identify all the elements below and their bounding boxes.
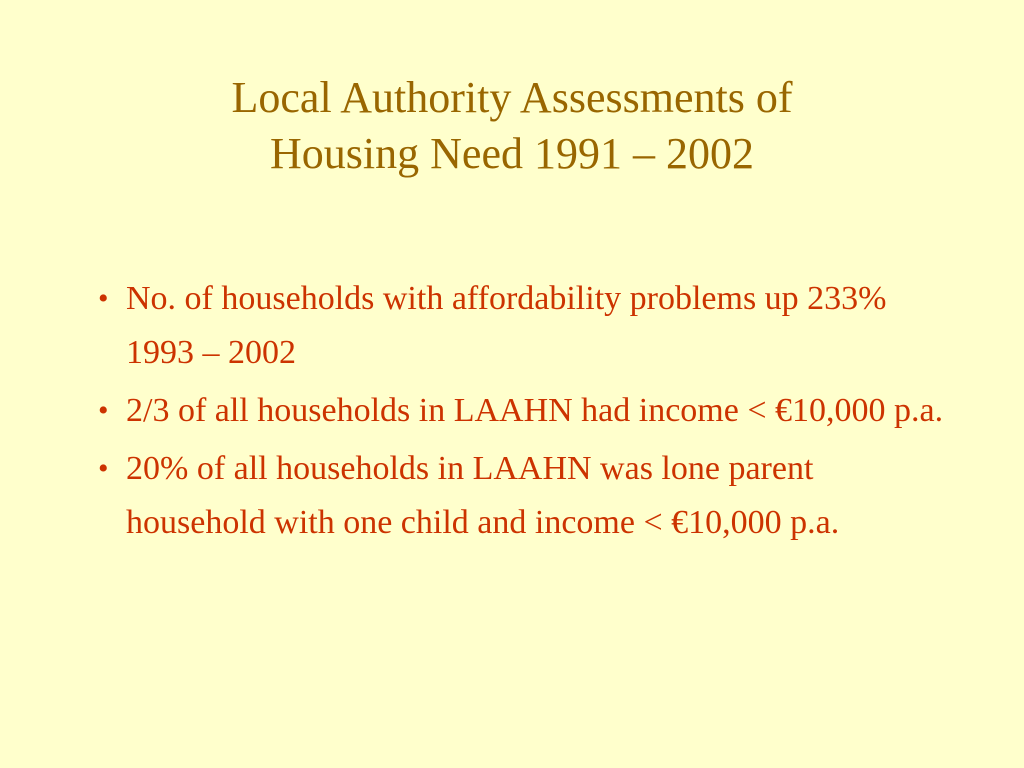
slide-title-line-1: Local Authority Assessments of xyxy=(231,73,793,122)
bullet-icon: • xyxy=(98,394,109,427)
bullet-icon: • xyxy=(98,282,109,315)
slide-title xyxy=(80,70,944,182)
bullet-text: 2/3 of all households in LAAHN had income < €10,000 p.a. xyxy=(126,392,944,429)
slide-title-line-2: Housing Need 1991 – 2002 xyxy=(270,129,754,178)
bullet-text: 20% of all households in LAAHN was lone parent household with one child and income < €10,000 p.a. xyxy=(126,450,840,541)
bullet-item-lone-parent xyxy=(98,442,948,550)
bullet-icon: • xyxy=(98,452,109,485)
bullet-item-income xyxy=(98,384,948,438)
bullet-text: No. of households with affordability problems up 233% 1993 – 2002 xyxy=(126,280,887,371)
bullet-item-affordability xyxy=(98,272,948,380)
bullet-list xyxy=(98,272,948,554)
